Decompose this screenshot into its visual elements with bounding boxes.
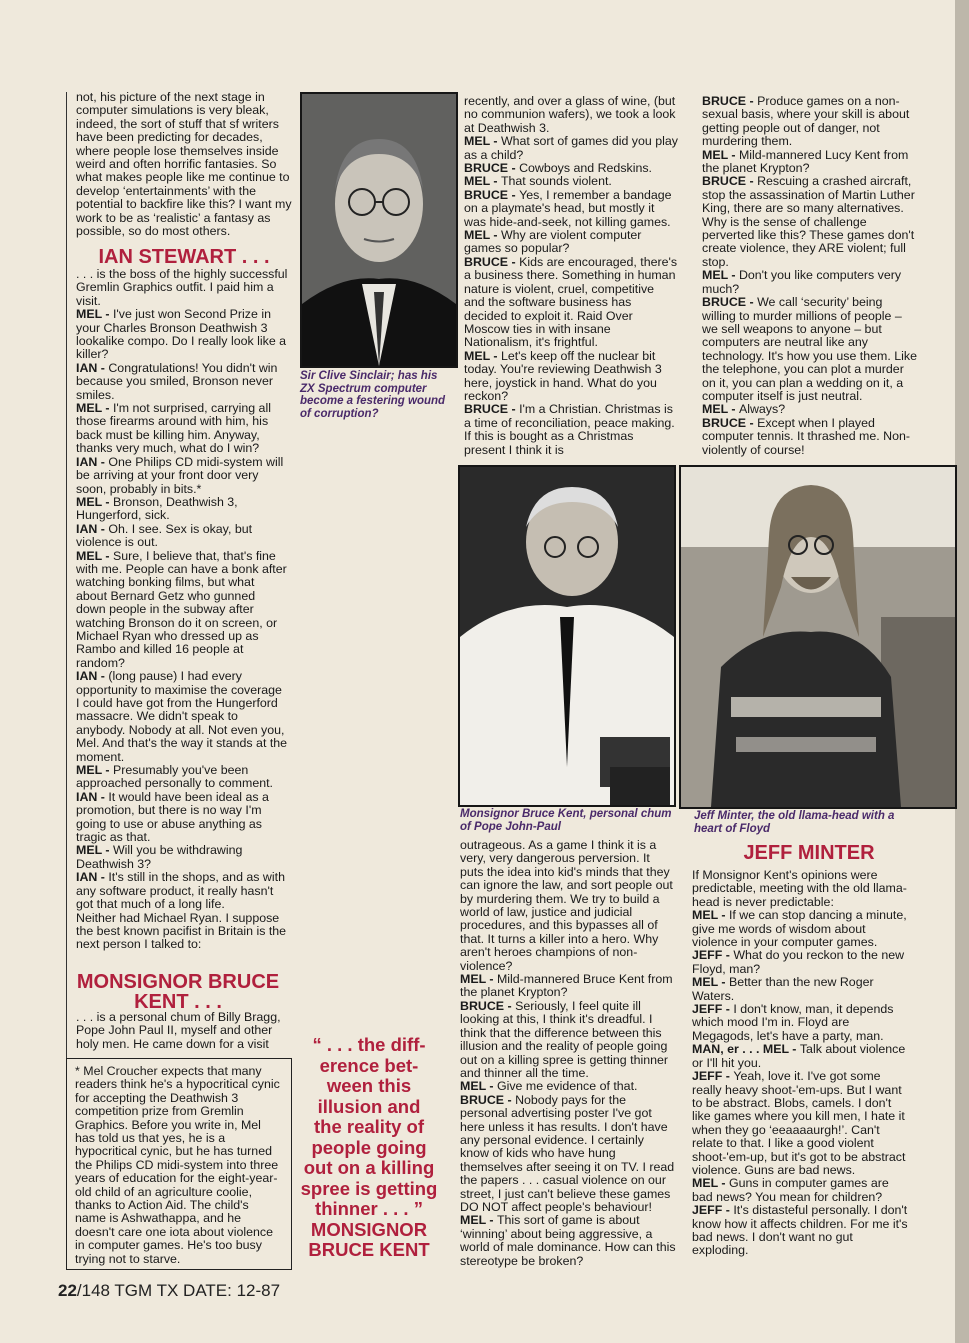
paragraph-text: Yeah, love it. I've got some really heavy shoot-'em-ups. But I want to be abstract. Blobs, camels. I don't like games where you kill men, I hate it when they go ‘eeaaaaurgh!’. Can't relate to that. I like a good violent shoot-'em-up, but it's got to be abstract violence. Guns are bad news. xyxy=(692,1069,906,1177)
speaker-label: MEL - xyxy=(76,843,113,858)
paragraph xyxy=(702,296,918,403)
speaker-label: IAN - xyxy=(76,454,109,469)
paragraph xyxy=(464,229,678,256)
paragraph-text: recently, and over a glass of wine, (but no communion wafers), we took a look at Deathwish 3. xyxy=(464,94,676,135)
paragraph-text: It would have been ideal as a promotion, but there is no way I'm going to use or abuse anything as tragic as that. xyxy=(76,789,269,845)
col1-top xyxy=(76,91,292,238)
speaker-label: IAN - xyxy=(76,360,109,375)
paragraph xyxy=(692,949,910,976)
paragraph xyxy=(76,308,288,362)
paragraph-text: Don't you like computers very much? xyxy=(702,268,902,296)
paragraph-text: This sort of game is about ‘winning’ about being aggressive, a world of male dominance. How can this stereotype be broken? xyxy=(460,1213,676,1268)
paragraph xyxy=(76,1011,284,1051)
speaker-label: IAN - xyxy=(76,669,109,684)
paragraph-text: I'm a Christian. Christmas is a time of reconciliation, peace making. If this is bought as a Christmas present I think it is xyxy=(464,402,675,457)
paragraph-text: outrageous. As a game I think it is a very, very dangerous perversion. It puts the idea into kid's minds that they can ignore the law, and sort people out by murdering them. We try to build a world of law, justice and judicial procedures, and this bypasses all of that. It turns a killer into a hero. Why aren't heroes champions of non-violence? xyxy=(460,838,673,973)
col4-jeff xyxy=(692,869,910,1258)
paragraph-text: Always? xyxy=(738,402,786,417)
paragraph-text: Let's keep off the nuclear bit today. You're reviewing Deathwish 3 here, joystick in hand. What do you reckon? xyxy=(464,348,662,403)
pull-quote-line: out on a killing xyxy=(303,1157,435,1178)
paragraph xyxy=(464,135,678,162)
heading-bruce-kent xyxy=(76,972,280,1012)
paragraph-text: What sort of games did you play as a child? xyxy=(464,134,678,162)
paragraph xyxy=(702,149,918,176)
speaker-label: BRUCE - xyxy=(464,254,520,269)
photo-clive-sinclair xyxy=(300,92,458,368)
pull-quote-line: “ . . . the diff- xyxy=(312,1034,426,1055)
photo-jeff-minter xyxy=(679,465,957,809)
paragraph-text: Produce games on a non-sexual basis, where your skill is about getting people out of danger, not murdering them. xyxy=(702,94,910,149)
paragraph xyxy=(464,162,678,175)
heading-bruce-kent-line1: MONSIGNOR BRUCE xyxy=(76,971,280,993)
paragraph xyxy=(76,268,288,308)
speaker-label: BRUCE - xyxy=(464,402,520,417)
paragraph xyxy=(460,1214,676,1268)
paragraph-text: . . . is a personal chum of Billy Bragg, Pope John Paul II, myself and other holy men. He came down for a visit xyxy=(76,1010,281,1051)
paragraph-text: Mild-mannered Bruce Kent from the planet Krypton? xyxy=(460,972,673,1000)
pull-quote-line: erence bet- xyxy=(319,1054,419,1076)
pull-quote-line: people going xyxy=(311,1136,427,1158)
paragraph-text: Bronson, Deathwish 3, Hungerford, sick. xyxy=(76,494,238,523)
paragraph xyxy=(702,403,918,416)
speaker-label: MEL - xyxy=(76,307,113,322)
paragraph xyxy=(76,496,288,523)
page-edge xyxy=(955,0,969,1343)
speaker-label: MEL - xyxy=(464,228,501,243)
speaker-label: JEFF - xyxy=(692,1203,734,1218)
paragraph-text: That sounds violent. xyxy=(500,174,612,189)
paragraph-text: We call ‘security’ being willing to murder millions of people – we sell weapons to anyone – but computers are neutral like any technology. It's how you use them. Like the telephone, you can plot a murder on it, you can plan a wedding on it, a computer itself is just neutral. xyxy=(702,295,917,403)
speaker-label: MEL - xyxy=(76,763,113,778)
paragraph-text: Talk about violence or I'll hit you. xyxy=(692,1042,906,1070)
paragraph xyxy=(76,764,288,791)
pull-quote-line: spree is getting xyxy=(300,1177,438,1199)
paragraph-text: not, his picture of the next stage in computer simulations is very bleak, indeed, the sort of stuff that sf writers have been predicting for decades, where people lose themselves inside weird and often horrific fantasies. So what makes people like me continue to develop ‘entertainments’ with the potential to backfire like this? I want my work to be as ‘realistic’ a fantasy as possible, so do most others. xyxy=(76,90,292,239)
speaker-label: IAN - xyxy=(76,870,109,885)
heading-jeff-minter: JEFF MINTER xyxy=(743,842,875,864)
paragraph xyxy=(460,1000,676,1080)
paragraph-text: Better than the new Roger Waters. xyxy=(692,975,874,1003)
paragraph xyxy=(692,909,910,949)
paragraph xyxy=(692,1070,910,1177)
paragraph xyxy=(460,1080,676,1093)
heading-ian-stewart: IAN STEWART . . . xyxy=(98,246,270,268)
paragraph xyxy=(460,839,676,973)
heading-bruce-kent-line2: KENT . . . xyxy=(134,991,222,1013)
paragraph-text: I'm not surprised, carrying all those firearms around with him, his back must be killing him. Anyway, thanks very much, what do I win? xyxy=(76,401,271,456)
speaker-label: MEL - xyxy=(76,548,113,563)
pull-quote-line: BRUCE KENT xyxy=(308,1239,430,1260)
paragraph xyxy=(692,869,910,909)
paragraph-text: Presumably you've been approached personally to comment. xyxy=(76,763,273,791)
page-footer xyxy=(58,1281,280,1301)
speaker-label: BRUCE - xyxy=(702,94,758,108)
caption-bruce: Monsignor Bruce Kent, personal chum of Pope John-Paul xyxy=(460,808,672,833)
paragraph-text: Seriously, I feel quite ill looking at this, I think it's dreadful. I think that the difference between this illusion and the reality of people going out on a killing spree is getting thinner and thinner all the time. xyxy=(460,998,669,1080)
paragraph xyxy=(692,1003,910,1043)
speaker-label: MEL - xyxy=(702,402,739,417)
paragraph-text: I don't know, man, it depends which mood I'm in. Floyd are Megagods, let's have a party, man. xyxy=(692,1002,894,1043)
paragraph xyxy=(76,871,288,911)
speaker-label: JEFF - xyxy=(692,948,734,963)
paragraph xyxy=(460,973,676,1000)
speaker-label: MEL - xyxy=(702,268,739,283)
speaker-label: BRUCE - xyxy=(460,998,516,1013)
paragraph xyxy=(76,523,288,550)
footer-info: /148 TGM TX DATE: 12-87 xyxy=(76,1281,281,1300)
pull-quote-line: MONSIGNOR xyxy=(310,1218,428,1240)
speaker-label: BRUCE - xyxy=(702,415,758,430)
pull-quote-line: thinner . . . ” xyxy=(315,1198,423,1219)
paragraph xyxy=(76,670,288,764)
paragraph-text: If we can stop dancing a minute, give me words of wisdom about violence in your computer games. xyxy=(692,908,907,950)
paragraph-text: Nobody pays for the personal advertising poster I've got here unless it has results. I don't have any personal evidence. I certainly know of kids who have hung themselves after seeing it on TV. I read the papers . . . casual violence on our street, I just can't believe these games DO NOT affect people's behaviour! xyxy=(460,1092,675,1214)
col1-ian xyxy=(76,268,288,952)
paragraph xyxy=(692,1204,910,1258)
paragraph xyxy=(76,456,288,496)
clive-portrait-icon xyxy=(302,94,456,366)
speaker-label: JEFF - xyxy=(692,1002,734,1017)
footnote xyxy=(66,1058,292,1270)
speaker-label: IAN - xyxy=(76,521,109,536)
paragraph-text: Give me evidence of that. xyxy=(496,1079,638,1094)
pull-quote-line: the reality of xyxy=(314,1116,424,1137)
paragraph-text: What do you reckon to the new Floyd, man? xyxy=(692,948,905,976)
speaker-label: BRUCE - xyxy=(460,1092,516,1107)
speaker-label: BRUCE - xyxy=(702,295,758,310)
paragraph-text: Oh. I see. Sex is okay, but violence is out. xyxy=(76,521,253,550)
bruce-portrait-icon xyxy=(460,467,674,805)
paragraph-text: It's distasteful personally. I don't know how it affects children. For me it's bad news. I don't want no gut exploding. xyxy=(692,1203,908,1258)
speaker-label: MEL - xyxy=(464,174,501,189)
paragraph xyxy=(464,403,678,457)
paragraph xyxy=(464,189,678,229)
paragraph-text: Mild-mannered Lucy Kent from the planet Krypton? xyxy=(702,147,909,176)
speaker-label: MEL - xyxy=(460,1213,497,1228)
paragraph-text: Neither had Michael Ryan. I suppose the best known pacifist in Britain is the next person I talked to: xyxy=(76,910,287,952)
col3-bottom xyxy=(460,839,676,1268)
paragraph xyxy=(692,1043,910,1070)
paragraph-text: It's still in the shops, and as with any software product, it really hasn't got that much of a long life. xyxy=(76,870,285,912)
pull-quote-line: ween this xyxy=(326,1075,412,1096)
paragraph-text: Why are violent computer games so popular? xyxy=(464,228,642,256)
paragraph xyxy=(76,912,288,952)
paragraph xyxy=(692,1177,910,1204)
paragraph xyxy=(76,91,292,238)
paragraph-text: Cowboys and Redskins. xyxy=(519,161,652,176)
col1-bruce xyxy=(76,1011,284,1051)
jeff-portrait-icon xyxy=(681,467,955,807)
paragraph-text: . . . is the boss of the highly successful Gremlin Graphics outfit. I paid him a visit. xyxy=(76,267,288,308)
paragraph-text: I've just won Second Prize in your Charles Bronson Deathwish 3 lookalike compo. Do I really look like a killer? xyxy=(76,307,287,362)
photo-bruce-kent xyxy=(458,465,676,807)
paragraph-text: If Monsignor Kent's opinions were predictable, meeting with the old llama-head is never predictable: xyxy=(692,868,907,909)
paragraph-text: Guns in computer games are bad news? You mean for children? xyxy=(692,1176,889,1204)
speaker-label: BRUCE - xyxy=(464,161,520,176)
paragraph xyxy=(702,175,918,269)
paragraph-text: Sure, I believe that, that's fine with me. People can have a bonk after watching bonking films, but what about Bernard Getz who gunned down people in the subway after watching Bronson do it on screen, or Michael Ryan who dressed up as Rambo and killed 16 people at random? xyxy=(76,548,287,670)
paragraph xyxy=(702,417,918,457)
speaker-label: MEL - xyxy=(702,147,739,162)
col4-top xyxy=(702,95,918,457)
speaker-label: MEL - xyxy=(464,134,501,149)
paragraph xyxy=(702,269,918,296)
pull-quote-lines xyxy=(292,1035,446,1261)
paragraph-text: Except when I played computer tennis. It thrashed me. Non-violently of course! xyxy=(702,415,910,457)
speaker-label: MAN, er . . . MEL - xyxy=(692,1042,800,1057)
paragraph xyxy=(76,844,288,871)
paragraph-text: Yes, I remember a bandage on a playmate's head, but mostly it was hide-and-seek, not killing games. xyxy=(464,187,672,229)
paragraph-text: Congratulations! You didn't win because you smiled, Bronson never smiles. xyxy=(76,360,278,402)
paragraph xyxy=(460,1094,676,1215)
paragraph xyxy=(692,976,910,1003)
paragraph-text: (long pause) I had every opportunity to maximise the coverage I could have got from the Hungerford massacre. We didn't speak to anybody. Nobody at all. Not even you, Mel. And that's the way it stands at the moment. xyxy=(76,669,288,764)
speaker-label: MEL - xyxy=(76,401,113,416)
pull-quote xyxy=(292,1035,446,1261)
speaker-label: MEL - xyxy=(460,1079,497,1094)
speaker-label: BRUCE - xyxy=(464,187,520,202)
speaker-label: MEL - xyxy=(464,348,501,363)
caption-clive: Sir Clive Sinclair; has his ZX Spectrum computer become a festering wound of corruption? xyxy=(300,370,446,420)
paragraph-text: Will you be withdrawing Deathwish 3? xyxy=(76,843,243,871)
paragraph xyxy=(76,402,288,456)
speaker-label: MEL - xyxy=(692,1176,729,1191)
speaker-label: MEL - xyxy=(460,972,497,987)
paragraph xyxy=(76,362,288,402)
paragraph-text: Rescuing a crashed aircraft, stop the assassination of Martin Luther King, there are so many alternatives. Why is the sense of challenge perverted like this? These games don't create violence, they ARE violent; full stop. xyxy=(702,174,915,269)
speaker-label: MEL - xyxy=(76,494,113,509)
speaker-label: JEFF - xyxy=(692,1069,734,1084)
speaker-label: MEL - xyxy=(692,975,729,990)
page-number: 22 xyxy=(58,1281,77,1300)
paragraph xyxy=(702,95,918,149)
paragraph-text: One Philips CD midi-system will be arriving at your front door very soon, probably in bits.* xyxy=(76,454,284,496)
col3-top xyxy=(464,95,678,457)
paragraph xyxy=(76,550,288,671)
paragraph xyxy=(464,256,678,350)
paragraph xyxy=(464,350,678,404)
speaker-label: BRUCE - xyxy=(702,174,758,189)
speaker-label: IAN - xyxy=(76,789,109,804)
caption-jeff: Jeff Minter, the old llama-head with a heart of Floyd xyxy=(694,810,895,835)
footnote-text: * Mel Croucher expects that many readers think he's a hypocritical cynic for accepting the Deathwish 3 competition prize from Gremlin Graphics. Before you write in, Mel has told us that yes, he is a hypocritical cynic, but he has turned the Philips CD midi-system into three years of education for the eight-year-old child of an agriculture coolie, thanks to Action Aid. The child's name is Ashwathappa, and he doesn't care one iota about violence in computer games. He's too busy trying not to starve. xyxy=(75,1064,280,1266)
paragraph xyxy=(76,791,288,845)
speaker-label: MEL - xyxy=(692,908,729,923)
paragraph xyxy=(464,95,678,135)
pull-quote-line: illusion and xyxy=(317,1095,421,1117)
paragraph xyxy=(464,175,678,188)
paragraph-text: Kids are encouraged, there's a business there. Something in human nature is violent, cruel, competitive and the software business has decided to exploit it. Raid Over Moscow ties in with insane Nationalism, it's frightful. xyxy=(464,254,678,350)
